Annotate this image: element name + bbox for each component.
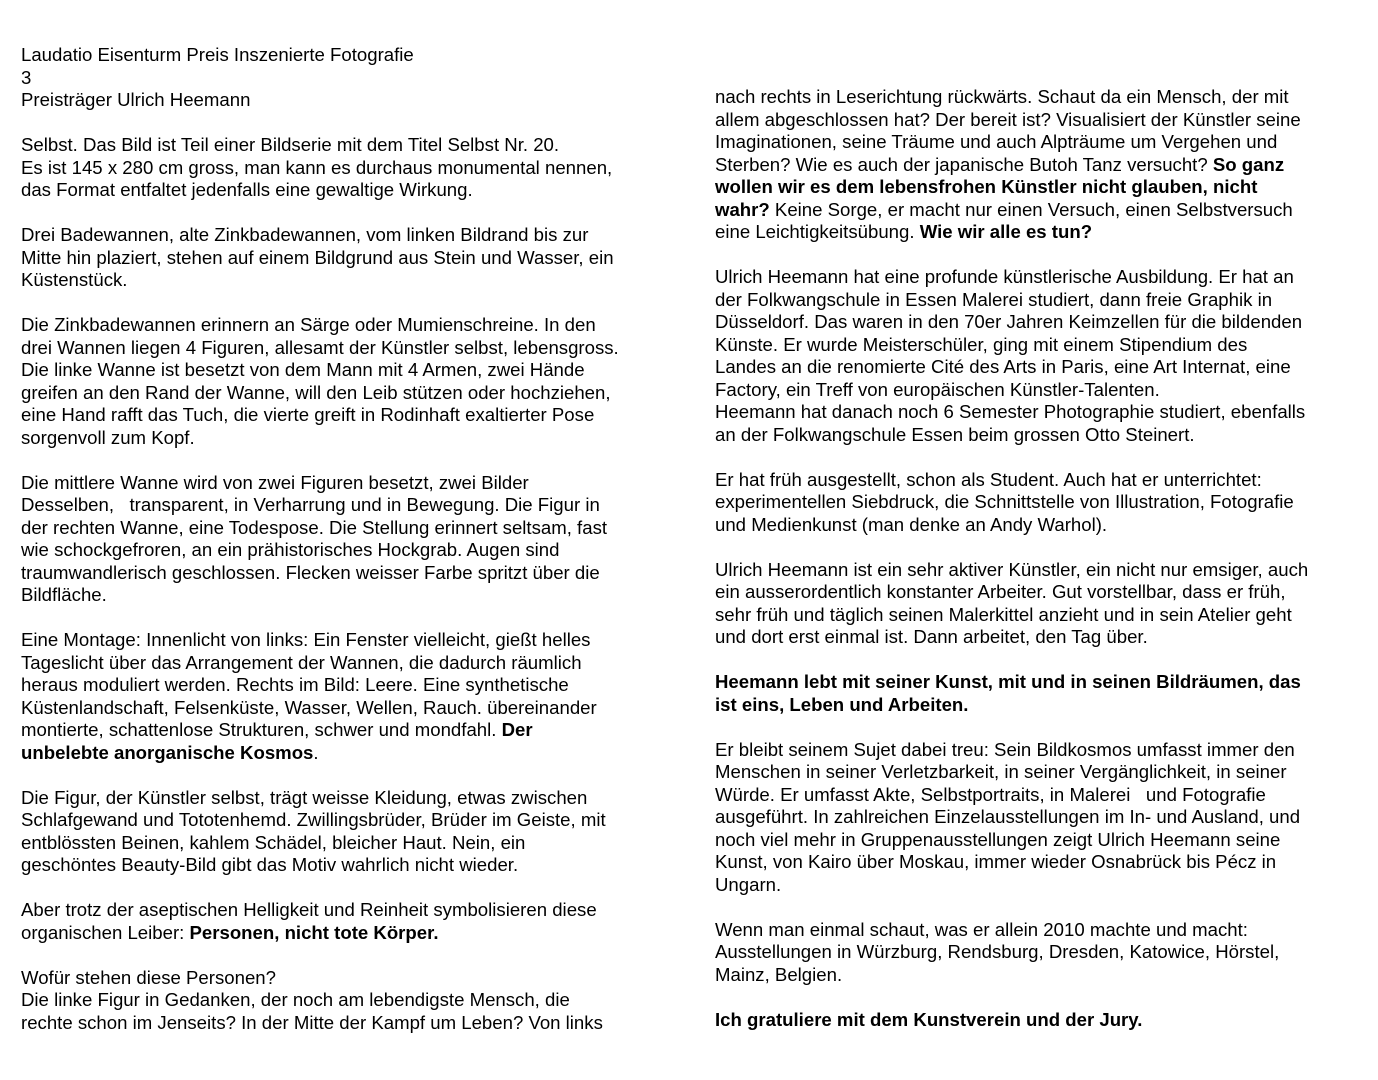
- text-line: Wenn man einmal schaut, was er allein 2010 machte und macht:: [715, 918, 1248, 940]
- bold-text-line: Ich gratuliere mit dem Kunstverein und der Jury.: [715, 1008, 1143, 1030]
- paragraph-bathtubs: [21, 224, 671, 292]
- text-line: ausgeführt. In zahlreichen Einzelausstellungen im In- und Ausland, und: [715, 806, 1301, 827]
- document-subtitle: Preisträger Ulrich Heemann: [21, 89, 251, 110]
- text-line: Ulrich Heemann hat eine profunde künstlerische Ausbildung. Er hat an: [715, 266, 1294, 287]
- text-line: Desselben, transparent, in Verharrung und in Bewegung. Die Figur in: [21, 494, 600, 515]
- text-line: Die linke Wanne ist besetzt von dem Mann mit 4 Armen, zwei Hände: [21, 359, 585, 380]
- text-line: an der Folkwangschule Essen beim grossen Otto Steinert.: [715, 423, 1195, 445]
- text-line: [21, 922, 671, 945]
- text-line: geschöntes Beauty-Bild gibt das Motiv wahrlich nicht wieder.: [21, 854, 519, 875]
- bold-text-run: Der: [501, 719, 533, 740]
- text-line: drei Wannen liegen 4 Figuren, allesamt der Künstler selbst, lebensgross.: [21, 336, 619, 358]
- text-line: entblössten Beinen, kahlem Schädel, bleicher Haut. Nein, ein: [21, 831, 526, 853]
- paragraph-middle-tub: [21, 472, 671, 607]
- text-line: greifen an den Rand der Wanne, will den Leib stützen oder hochziehen,: [21, 381, 611, 403]
- text-line: Ausstellungen in Würzburg, Rendsburg, Dresden, Katowice, Hörstel,: [715, 941, 1280, 962]
- text-line: sehr früh und täglich seinen Malerkittel anzieht und in sein Atelier geht: [715, 603, 1292, 625]
- paragraph-reading-direction: [715, 86, 1365, 244]
- text-line: Er hat früh ausgestellt, schon als Student. Auch hat er unterrichtet:: [715, 468, 1262, 490]
- text-run: Sterben? Wie es auch der japanische Butoh Tanz versucht?: [715, 153, 1213, 175]
- text-line: Imaginationen, seine Träume und auch Alpträume um Vergehen und: [715, 131, 1278, 152]
- text-line: experimentellen Siebdruck, die Schnittstelle von Illustration, Fotografie: [715, 491, 1294, 512]
- text-line: heraus moduliert werden. Rechts im Bild: Leere. Eine synthetische: [21, 674, 569, 695]
- text-line: Wofür stehen diese Personen?: [21, 966, 276, 988]
- text-run: organischen Leiber:: [21, 921, 190, 943]
- text-line: nach rechts in Leserichtung rückwärts. Schaut da ein Mensch, der mit: [715, 86, 1289, 107]
- document-header: [21, 44, 671, 112]
- bold-text-line: ist eins, Leben und Arbeiten.: [715, 693, 969, 715]
- bold-text-run: wahr?: [715, 198, 770, 220]
- text-line: Mitte hin plaziert, stehen auf einem Bildgrund aus Stein und Wasser, ein: [21, 246, 614, 268]
- bold-text-line: wollen wir es dem lebensfrohen Künstler nicht glauben, nicht: [715, 176, 1258, 197]
- text-line: Küstenlandschaft, Felsenküste, Wasser, Wellen, Rauch. übereinander: [21, 696, 597, 718]
- text-line: Schlafgewand und Tototenhemd. Zwillingsbrüder, Brüder im Geiste, mit: [21, 809, 606, 830]
- text-line: Es ist 145 x 280 cm gross, man kann es durchaus monumental nennen,: [21, 156, 613, 178]
- text-line: Factory, ein Treff von europäischen Künstler-Talenten.: [715, 378, 1160, 400]
- text-line: Die mittlere Wanne wird von zwei Figuren besetzt, zwei Bilder: [21, 471, 529, 493]
- text-line: Kunst, von Kairo über Moskau, immer wieder Osnabrück bis Pécz in: [715, 851, 1277, 872]
- text-line: und Medienkunst (man denke an Andy Warhol).: [715, 513, 1108, 535]
- bold-text-run: Wie wir alle es tun?: [919, 221, 1093, 242]
- text-line: eine Hand rafft das Tuch, die vierte greift in Rodinhaft exaltierter Pose: [21, 404, 595, 425]
- text-line: noch viel mehr in Gruppenausstellungen zeigt Ulrich Heemann seine: [715, 828, 1281, 850]
- text-run: Keine Sorge, er macht nur einen Versuch, einen Selbstversuch: [769, 198, 1293, 220]
- text-line: der rechten Wanne, eine Todespose. Die Stellung erinnert seltsam, fast: [21, 516, 608, 538]
- bold-text-run: Personen, nicht tote Körper.: [189, 921, 439, 943]
- paragraph-montage: [21, 629, 671, 764]
- page-number: 3: [21, 66, 32, 88]
- text-line: [715, 154, 1365, 177]
- bold-text-line: Heemann lebt mit seiner Kunst, mit und in seinen Bildräumen, das: [715, 671, 1301, 692]
- text-line: Würde. Er umfasst Akte, Selbstportraits, in Malerei und Fotografie: [715, 783, 1266, 805]
- text-line: Eine Montage: Innenlicht von links: Ein Fenster vielleicht, gießt helles: [21, 629, 591, 650]
- text-line: Selbst. Das Bild ist Teil einer Bildserie mit dem Titel Selbst Nr. 20.: [21, 134, 560, 155]
- text-line: [21, 719, 671, 742]
- text-line: Ulrich Heemann ist ein sehr aktiver Künstler, ein nicht nur emsiger, auch: [715, 558, 1309, 580]
- text-line: Künste. Er wurde Meisterschüler, ging mit einem Stipendium des: [715, 333, 1248, 355]
- text-line: und dort erst einmal ist. Dann arbeitet, den Tag über.: [715, 626, 1148, 647]
- paragraph-question: [21, 967, 671, 1035]
- text-line: Aber trotz der aseptischen Helligkeit und Reinheit symbolisieren diese: [21, 899, 597, 920]
- text-line: Tageslicht über das Arrangement der Wannen, die dadurch räumlich: [21, 651, 582, 673]
- right-column: [715, 86, 1365, 1054]
- text-line: rechte schon im Jenseits? In der Mitte der Kampf um Leben? Von links: [21, 1011, 603, 1033]
- text-line: [21, 742, 671, 765]
- paragraph-active-artist: [715, 559, 1365, 649]
- paragraph-figure: [21, 787, 671, 877]
- left-column: [21, 44, 671, 1057]
- text-line: traumwandlerisch geschlossen. Flecken weisser Farbe spritzt über die: [21, 561, 600, 583]
- paragraph-coffins: [21, 314, 671, 449]
- text-line: sorgenvoll zum Kopf.: [21, 426, 195, 448]
- text-line: Drei Badewannen, alte Zinkbadewannen, vom linken Bildrand bis zur: [21, 224, 589, 245]
- text-line: [715, 221, 1365, 244]
- paragraph-subject: [715, 739, 1365, 897]
- text-line: Küstenstück.: [21, 269, 128, 290]
- paragraph-persons: [21, 899, 671, 944]
- text-line: Mainz, Belgien.: [715, 963, 843, 985]
- text-line: Die Zinkbadewannen erinnern an Särge oder Mumienschreine. In den: [21, 314, 596, 335]
- text-line: Die linke Figur in Gedanken, der noch am lebendigste Mensch, die: [21, 989, 570, 1010]
- document-title: Laudatio Eisenturm Preis Inszenierte Fotografie: [21, 44, 414, 65]
- text-run: eine Leichtigkeitsübung.: [715, 221, 920, 242]
- paragraph-life-work: [715, 671, 1365, 716]
- text-line: Menschen in seiner Verletzbarkeit, in seiner Vergänglichkeit, in seiner: [715, 761, 1287, 782]
- text-line: Düsseldorf. Das waren in den 70er Jahren Keimzellen für die bildenden: [715, 311, 1303, 332]
- text-run: montierte, schattenlose Strukturen, schwer und mondfahl.: [21, 719, 502, 740]
- paragraph-early-exhibits: [715, 469, 1365, 537]
- text-line: Landes an die renomierte Cité des Arts in Paris, eine Art Internat, eine: [715, 356, 1291, 377]
- paragraph-exhibitions-2010: [715, 919, 1365, 987]
- paragraph-congratulation: [715, 1009, 1365, 1032]
- text-line: ein ausserordentlich konstanter Arbeiter. Gut vorstellbar, dass er früh,: [715, 581, 1286, 602]
- text-line: Die Figur, der Künstler selbst, trägt weisse Kleidung, etwas zwischen: [21, 786, 588, 808]
- text-line: allem abgeschlossen hat? Der bereit ist? Visualisiert der Künstler seine: [715, 108, 1301, 130]
- text-line: das Format entfaltet jedenfalls eine gewaltige Wirkung.: [21, 179, 473, 200]
- text-line: Bildfläche.: [21, 584, 107, 605]
- text-line: wie schockgefroren, an ein prähistorisches Hockgrab. Augen sind: [21, 539, 560, 560]
- paragraph-intro: [21, 134, 671, 202]
- text-line: Ungarn.: [715, 873, 782, 895]
- text-line: [715, 199, 1365, 222]
- bold-text-run: So ganz: [1212, 153, 1285, 175]
- text-line: der Folkwangschule in Essen Malerei studiert, dann freie Graphik in: [715, 288, 1273, 310]
- text-line: Er bleibt seinem Sujet dabei treu: Sein Bildkosmos umfasst immer den: [715, 738, 1295, 760]
- text-run: .: [313, 741, 319, 763]
- bold-text-run: unbelebte anorganische Kosmos: [21, 741, 314, 763]
- text-line: Heemann hat danach noch 6 Semester Photographie studiert, ebenfalls: [715, 401, 1306, 422]
- paragraph-education: [715, 266, 1365, 446]
